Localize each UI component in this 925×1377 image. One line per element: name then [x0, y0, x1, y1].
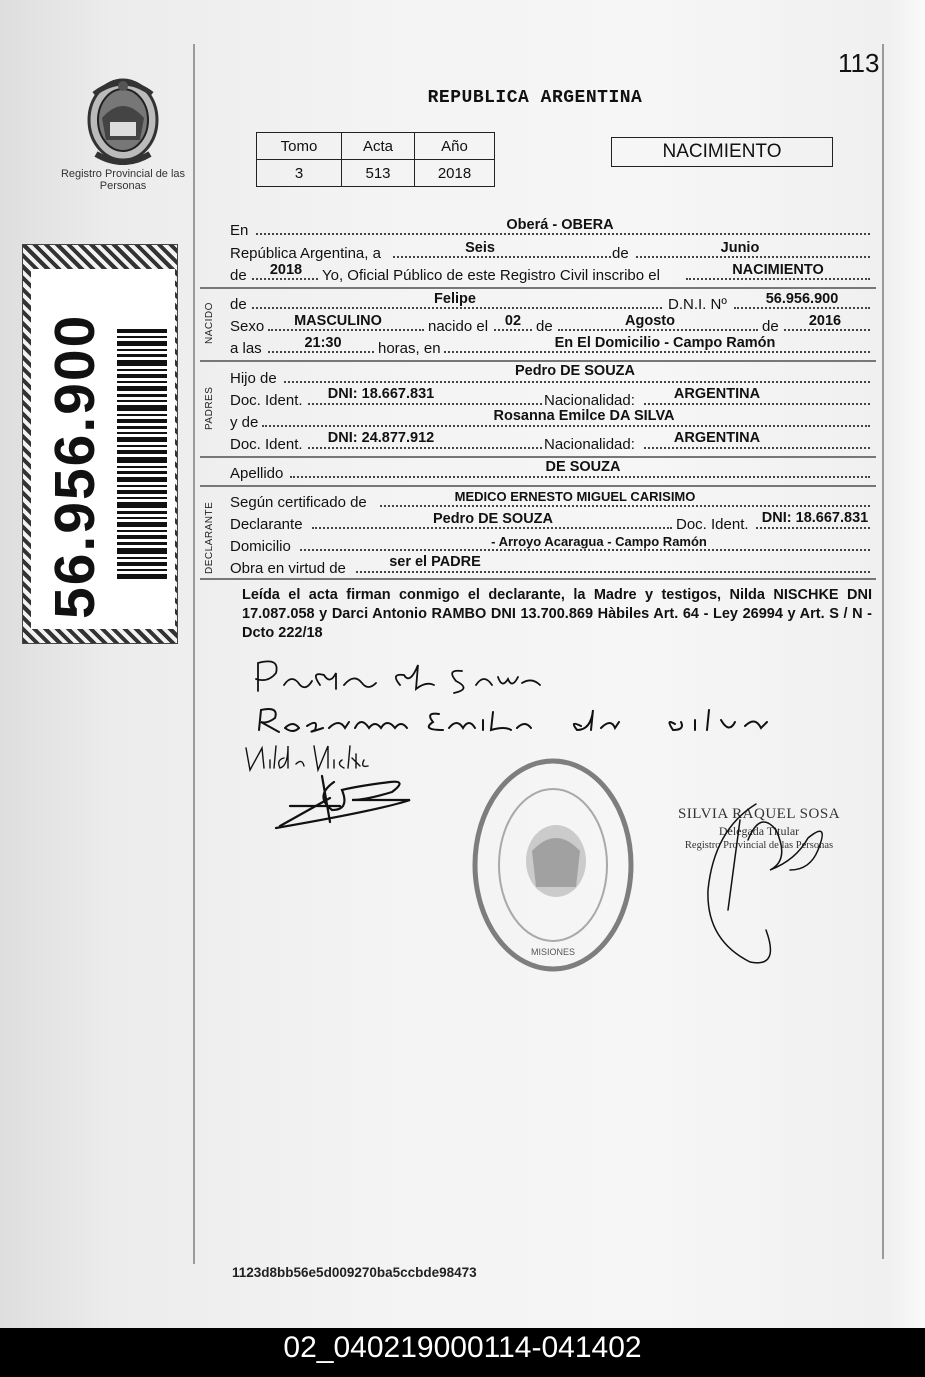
declarante-value: Pedro DE SOUZA — [432, 511, 554, 527]
apellido-label: Apellido — [230, 465, 284, 482]
table-header-tomo: Tomo — [257, 133, 342, 160]
section-divider — [200, 485, 876, 487]
signature-rosanna-emilce-da-silva — [255, 700, 775, 740]
month-value: Junio — [720, 240, 760, 256]
table-header-ano: Año — [415, 133, 495, 160]
table-row — [257, 160, 495, 187]
ano-value: 2018 — [415, 160, 495, 187]
dotted-line — [308, 403, 542, 405]
father-nationality-value: ARGENTINA — [673, 386, 761, 402]
table-header-acta: Acta — [342, 133, 415, 160]
official-stamp-icon — [468, 755, 638, 975]
act-value: NACIMIENTO — [732, 262, 824, 278]
apellido-value: DE SOUZA — [545, 459, 621, 475]
sexo-value: MASCULINO — [294, 313, 382, 329]
child-dni-value: 56.956.900 — [765, 291, 839, 307]
declarante-doc-value: DNI: 18.667.831 — [761, 510, 869, 526]
de-label: de — [230, 296, 247, 313]
dotted-line — [284, 381, 870, 383]
dotted-line — [444, 351, 870, 353]
official-signature — [700, 790, 840, 970]
section-divider — [200, 456, 876, 458]
domicilio-label: Domicilio — [230, 538, 291, 555]
hash-code: 1123d8bb56e5d009270ba5ccbde98473 — [232, 1265, 477, 1280]
en-label: En — [230, 222, 249, 239]
barcode-label — [22, 244, 178, 644]
dotted-line — [494, 329, 532, 331]
birth-day-value: 02 — [504, 313, 522, 329]
dotted-line — [393, 256, 611, 258]
doc-ident-label: Doc. Ident. — [676, 516, 749, 533]
signature-nilda-nischke — [240, 740, 370, 774]
de-year-label: de — [230, 267, 247, 284]
dotted-line — [256, 233, 870, 235]
tomo-value: 3 — [257, 160, 342, 187]
de-label: de — [536, 318, 553, 335]
country-title: REPUBLICA ARGENTINA — [427, 88, 643, 108]
dotted-line — [756, 527, 870, 529]
signature-pedro-de-souza — [250, 655, 550, 700]
dotted-line — [300, 549, 870, 551]
dotted-line — [308, 447, 542, 449]
a-las-label: a las — [230, 340, 262, 357]
right-margin-line — [882, 44, 884, 1259]
declarante-label: Declarante — [230, 516, 303, 533]
dotted-line — [262, 425, 870, 427]
certificado-label: Según certificado de — [230, 494, 367, 511]
dotted-line — [558, 329, 758, 331]
nacido-el-label: nacido el — [428, 318, 489, 335]
child-name-value: Felipe — [434, 291, 476, 307]
father-doc-value: DNI: 18.667.831 — [327, 386, 435, 402]
barcode-label-inner — [31, 269, 175, 629]
hijo-de-label: Hijo de — [230, 370, 277, 387]
signature-witness — [270, 770, 420, 832]
birth-place-value: En El Domicilio - Campo Ramón — [554, 335, 776, 351]
dotted-line — [784, 329, 870, 331]
dotted-line — [380, 505, 870, 507]
dotted-line — [268, 329, 424, 331]
dotted-line — [252, 307, 662, 309]
file-id: 02_040219000114-041402 — [283, 1331, 642, 1364]
yo-text: Yo, Oficial Público de este Registro Civil inscribo el — [322, 267, 660, 284]
birth-month-value: Agosto — [625, 313, 675, 329]
dotted-line — [290, 476, 870, 478]
official-name: SILVIA RAQUEL SOSA — [677, 806, 841, 822]
day-value: Seis — [465, 240, 495, 256]
sexo-label: Sexo — [230, 318, 265, 335]
dni-label: D.N.I. Nº — [668, 296, 727, 313]
obra-value: ser el PADRE — [389, 554, 481, 570]
book-record-table — [256, 132, 495, 187]
mother-name-value: Rosanna Emilce DA SILVA — [493, 408, 675, 424]
birth-year-value: 2016 — [808, 313, 842, 329]
father-name-value: Pedro DE SOUZA — [514, 363, 636, 379]
declarante-section-label: DECLARANTE — [204, 501, 215, 574]
horas-en-label: horas, en — [378, 340, 441, 357]
dotted-line — [356, 571, 870, 573]
dotted-line — [312, 527, 672, 529]
dotted-line — [636, 256, 870, 258]
hour-value: 21:30 — [304, 335, 342, 351]
svg-text:MISIONES: MISIONES — [530, 947, 576, 957]
certificado-value: MEDICO ERNESTO MIGUEL CARISIMO — [454, 489, 696, 504]
registry-name: Registro Provincial de las Personas — [60, 168, 186, 192]
act-type-box: NACIMIENTO — [611, 137, 833, 167]
section-divider — [200, 287, 876, 289]
dotted-line — [252, 278, 318, 280]
obra-label: Obra en virtud de — [230, 560, 346, 577]
acta-value: 513 — [342, 160, 415, 187]
mother-doc-value: DNI: 24.877.912 — [327, 430, 435, 446]
nacido-section-label: NACIDO — [204, 302, 215, 344]
official-office: Registro Provincial de las Personas — [684, 840, 834, 851]
dotted-line — [644, 447, 870, 449]
year-value: 2018 — [269, 262, 303, 278]
dotted-line — [734, 307, 870, 309]
y-de-label: y de — [230, 414, 259, 431]
padres-section-label: PADRES — [204, 386, 215, 430]
dotted-line — [644, 403, 870, 405]
dotted-line — [686, 278, 870, 280]
left-margin-line — [193, 44, 195, 1264]
mother-nationality-value: ARGENTINA — [673, 430, 761, 446]
closing-text: Leída el acta firman conmigo el declarante, la Madre y testigos, Nilda NISCHKE DNI 17.087.058 y Darci Antonio RAMBO DNI 13.700.869 Hàbiles Art. 64 - Ley 26994 y Art. S / N - Dcto 222/18 — [242, 587, 872, 641]
section-divider — [200, 360, 876, 362]
coat-of-arms-icon — [80, 74, 166, 166]
barcode-icon — [117, 329, 167, 579]
place-value: Oberá - OBERA — [506, 217, 614, 233]
dotted-line — [268, 351, 374, 353]
de-label: de — [762, 318, 779, 335]
doc-ident-label: Doc. Ident. — [230, 392, 303, 409]
page-number: 113 — [838, 48, 880, 78]
section-divider — [200, 578, 876, 580]
domicilio-value: - Arroyo Acaragua - Campo Ramón — [491, 534, 707, 549]
republica-label: República Argentina, a — [230, 245, 381, 262]
nacionalidad-label: Nacionalidad: — [544, 436, 635, 453]
de-label: de — [612, 245, 629, 262]
table-header-row — [257, 133, 495, 160]
barcode-number: 56.956.900 — [43, 313, 107, 619]
doc-ident-label: Doc. Ident. — [230, 436, 303, 453]
official-title: Delegada Titular — [718, 824, 800, 838]
nacionalidad-label: Nacionalidad: — [544, 392, 635, 409]
